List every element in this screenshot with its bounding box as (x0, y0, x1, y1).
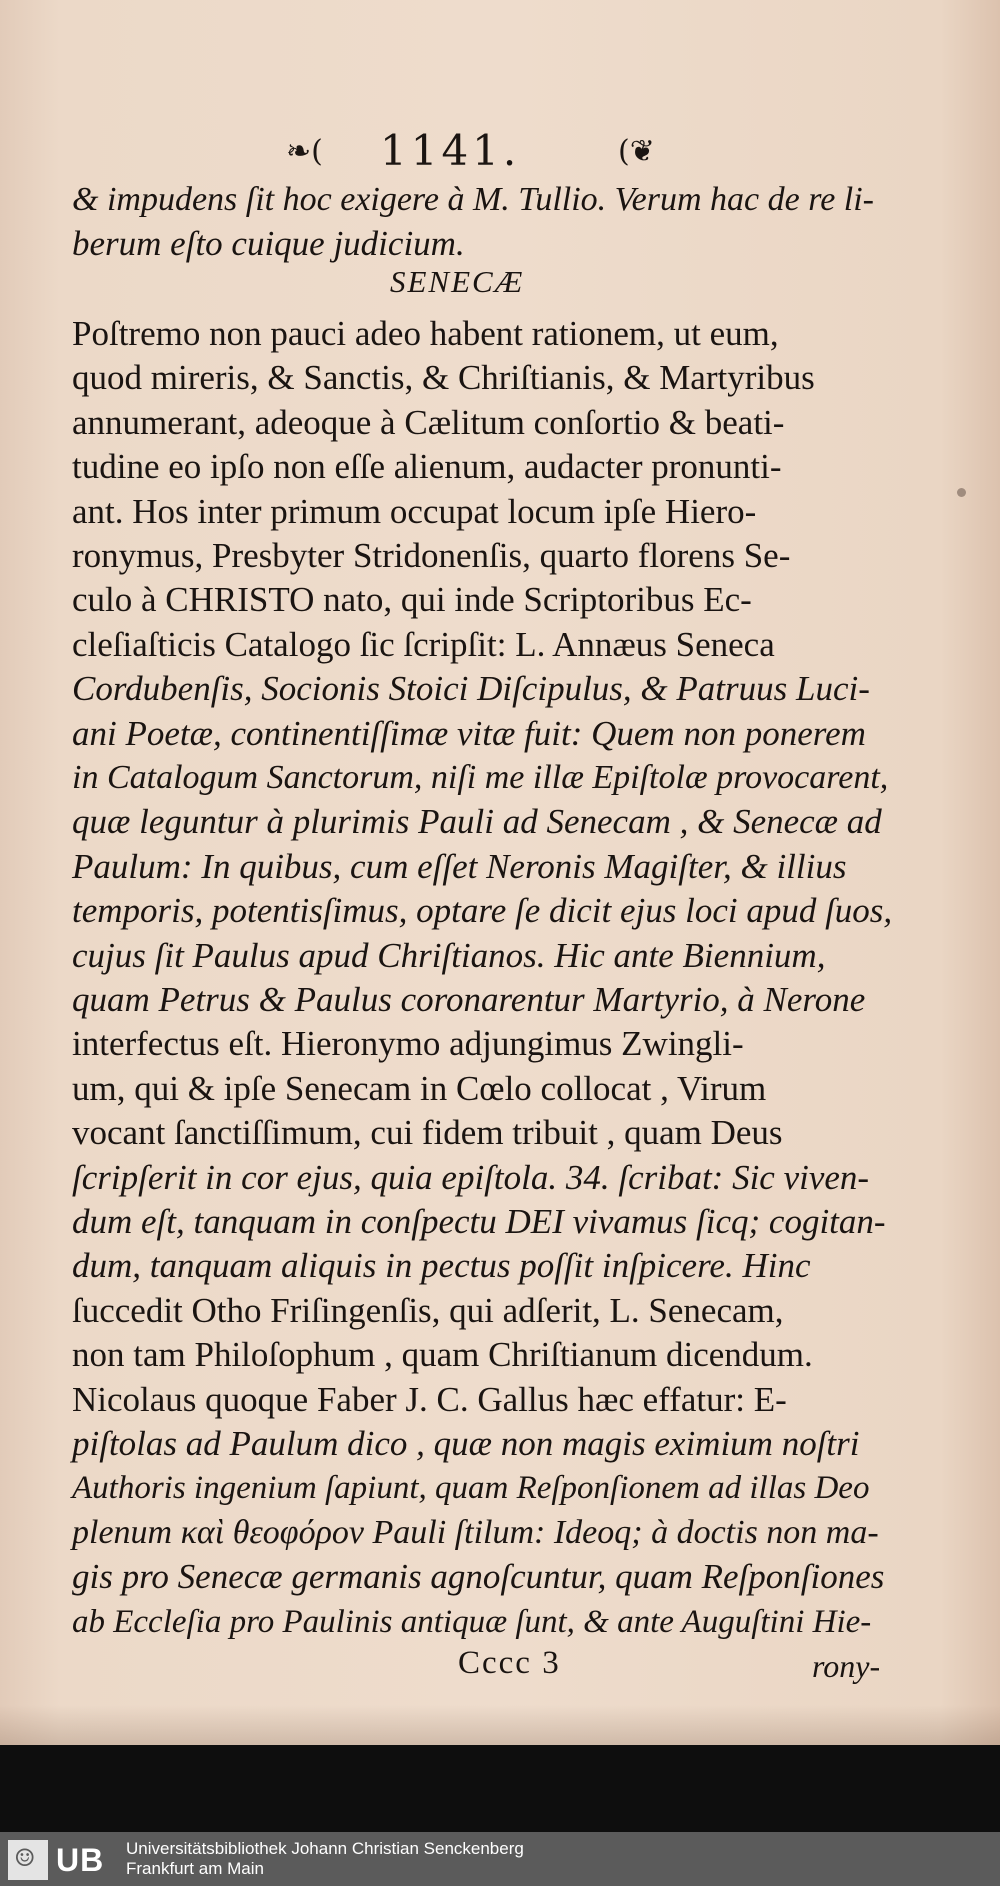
library-logo[interactable] (8, 1840, 114, 1880)
header-ornament-right: (❦ (618, 134, 655, 169)
text-line: berum eſto cuique judicium. (72, 224, 465, 263)
text-line: dum eſt, tanquam in conſpectu DEI vivamus ſicq; cogitan- (72, 1202, 886, 1241)
text-line: Poſtremo non pauci adeo habent rationem, ut eum, (72, 314, 779, 353)
section-heading: SENECÆ (390, 264, 525, 299)
text-line: Nicolaus quoque Faber J. C. Gallus hæc effatur: E- (72, 1379, 787, 1419)
text-line: gis pro Senecæ germanis agnoſcuntur, quam Reſponſiones (72, 1557, 885, 1597)
text-line: ab Eccleſia pro Paulinis antiquæ ſunt, & ante Auguſtini Hie- (72, 1603, 872, 1640)
text-line: cujus ſit Paulus apud Chriſtianos. Hic ante Biennium, (72, 935, 826, 975)
library-footer (0, 1832, 1000, 1886)
text-line: um, qui & ipſe Senecam in Cœlo collocat , Virum (72, 1068, 767, 1108)
text-line: & impudens ſit hoc exigere à M. Tullio. Verum hac de re li- (72, 181, 875, 218)
text-line: ani Poetæ, continentiſſimæ vitæ fuit: Quem non ponerem (72, 713, 866, 753)
logo-text: UB (56, 1842, 105, 1878)
paper-spot (957, 488, 966, 497)
text-line: Paulum: In quibus, cum eſſet Neronis Magiſter, & illius (72, 846, 847, 886)
institution-line-2: Frankfurt am Main (126, 1859, 264, 1878)
text-line: dum, tanquam aliquis in pectus poſſit inſpicere. Hinc (72, 1246, 811, 1286)
text-line: Authoris ingenium ſapiunt, quam Reſponſionem ad illas Deo (72, 1470, 870, 1507)
text-line: quæ leguntur à plurimis Pauli ad Senecam , & Senecæ ad (72, 802, 882, 842)
text-line: vocant ſanctiſſimum, cui fidem tribuit , quam Deus (72, 1113, 783, 1153)
text-line: plenum καὶ θεοφόρον Pauli ſtilum: Ideoq; à doctis non ma- (72, 1513, 879, 1551)
header-ornament-left: ❧( (286, 134, 323, 169)
text-line: ant. Hos inter primum occupat locum ipſe Hiero- (72, 491, 757, 531)
portrait-icon: ☺ (8, 1840, 48, 1880)
catchword: rony- (812, 1648, 881, 1684)
text-line: quod mireris, & Sanctis, & Chriſtianis, & Martyribus (72, 358, 815, 398)
text-line: ſcripſerit in cor ejus, quia epiſtola. 34. ſcribat: Sic viven- (72, 1157, 870, 1197)
institution-name (126, 1839, 524, 1879)
text-line: culo à CHRISTO nato, qui inde Scriptoribus Ec- (72, 580, 752, 620)
page-header (280, 126, 700, 176)
text-line: interfectus eſt. Hieronymo adjungimus Zwingli- (72, 1024, 744, 1064)
signature-mark: Cccc 3 (458, 1645, 561, 1681)
page-number: 1141. (380, 126, 521, 175)
text-line: non tam Philoſophum , quam Chriſtianum dicendum. (72, 1335, 813, 1375)
text-line: ſuccedit Otho Friſingenſis, qui adſerit, L. Senecam, (72, 1290, 784, 1330)
text-line: cleſiaſticis Catalogo ſic ſcripſit: L. Annæus Seneca (72, 624, 775, 664)
text-line: tudine eo ipſo non eſſe alienum, audacter pronunti- (72, 447, 782, 487)
text-line: ronymus, Presbyter Stridonenſis, quarto florens Se- (72, 536, 791, 575)
institution-line-1: Universitätsbibliothek Johann Christian Senckenberg (126, 1839, 524, 1858)
text-line: in Catalogum Sanctorum, niſi me illæ Epiſtolæ provocarent, (72, 759, 889, 796)
text-line: temporis, potentisſimus, optare ſe dicit ejus loci apud ſuos, (72, 891, 893, 931)
text-line: Cordubenſis, Socionis Stoici Diſcipulus, & Patruus Luci- (72, 669, 870, 709)
text-line: quam Petrus & Paulus coronarentur Martyrio, à Nerone (72, 980, 866, 1019)
text-line: annumerant, adeoque à Cælitum conſortio & beati- (72, 402, 785, 442)
text-line: piſtolas ad Paulum dico , quæ non magis eximium noſtri (72, 1424, 860, 1463)
